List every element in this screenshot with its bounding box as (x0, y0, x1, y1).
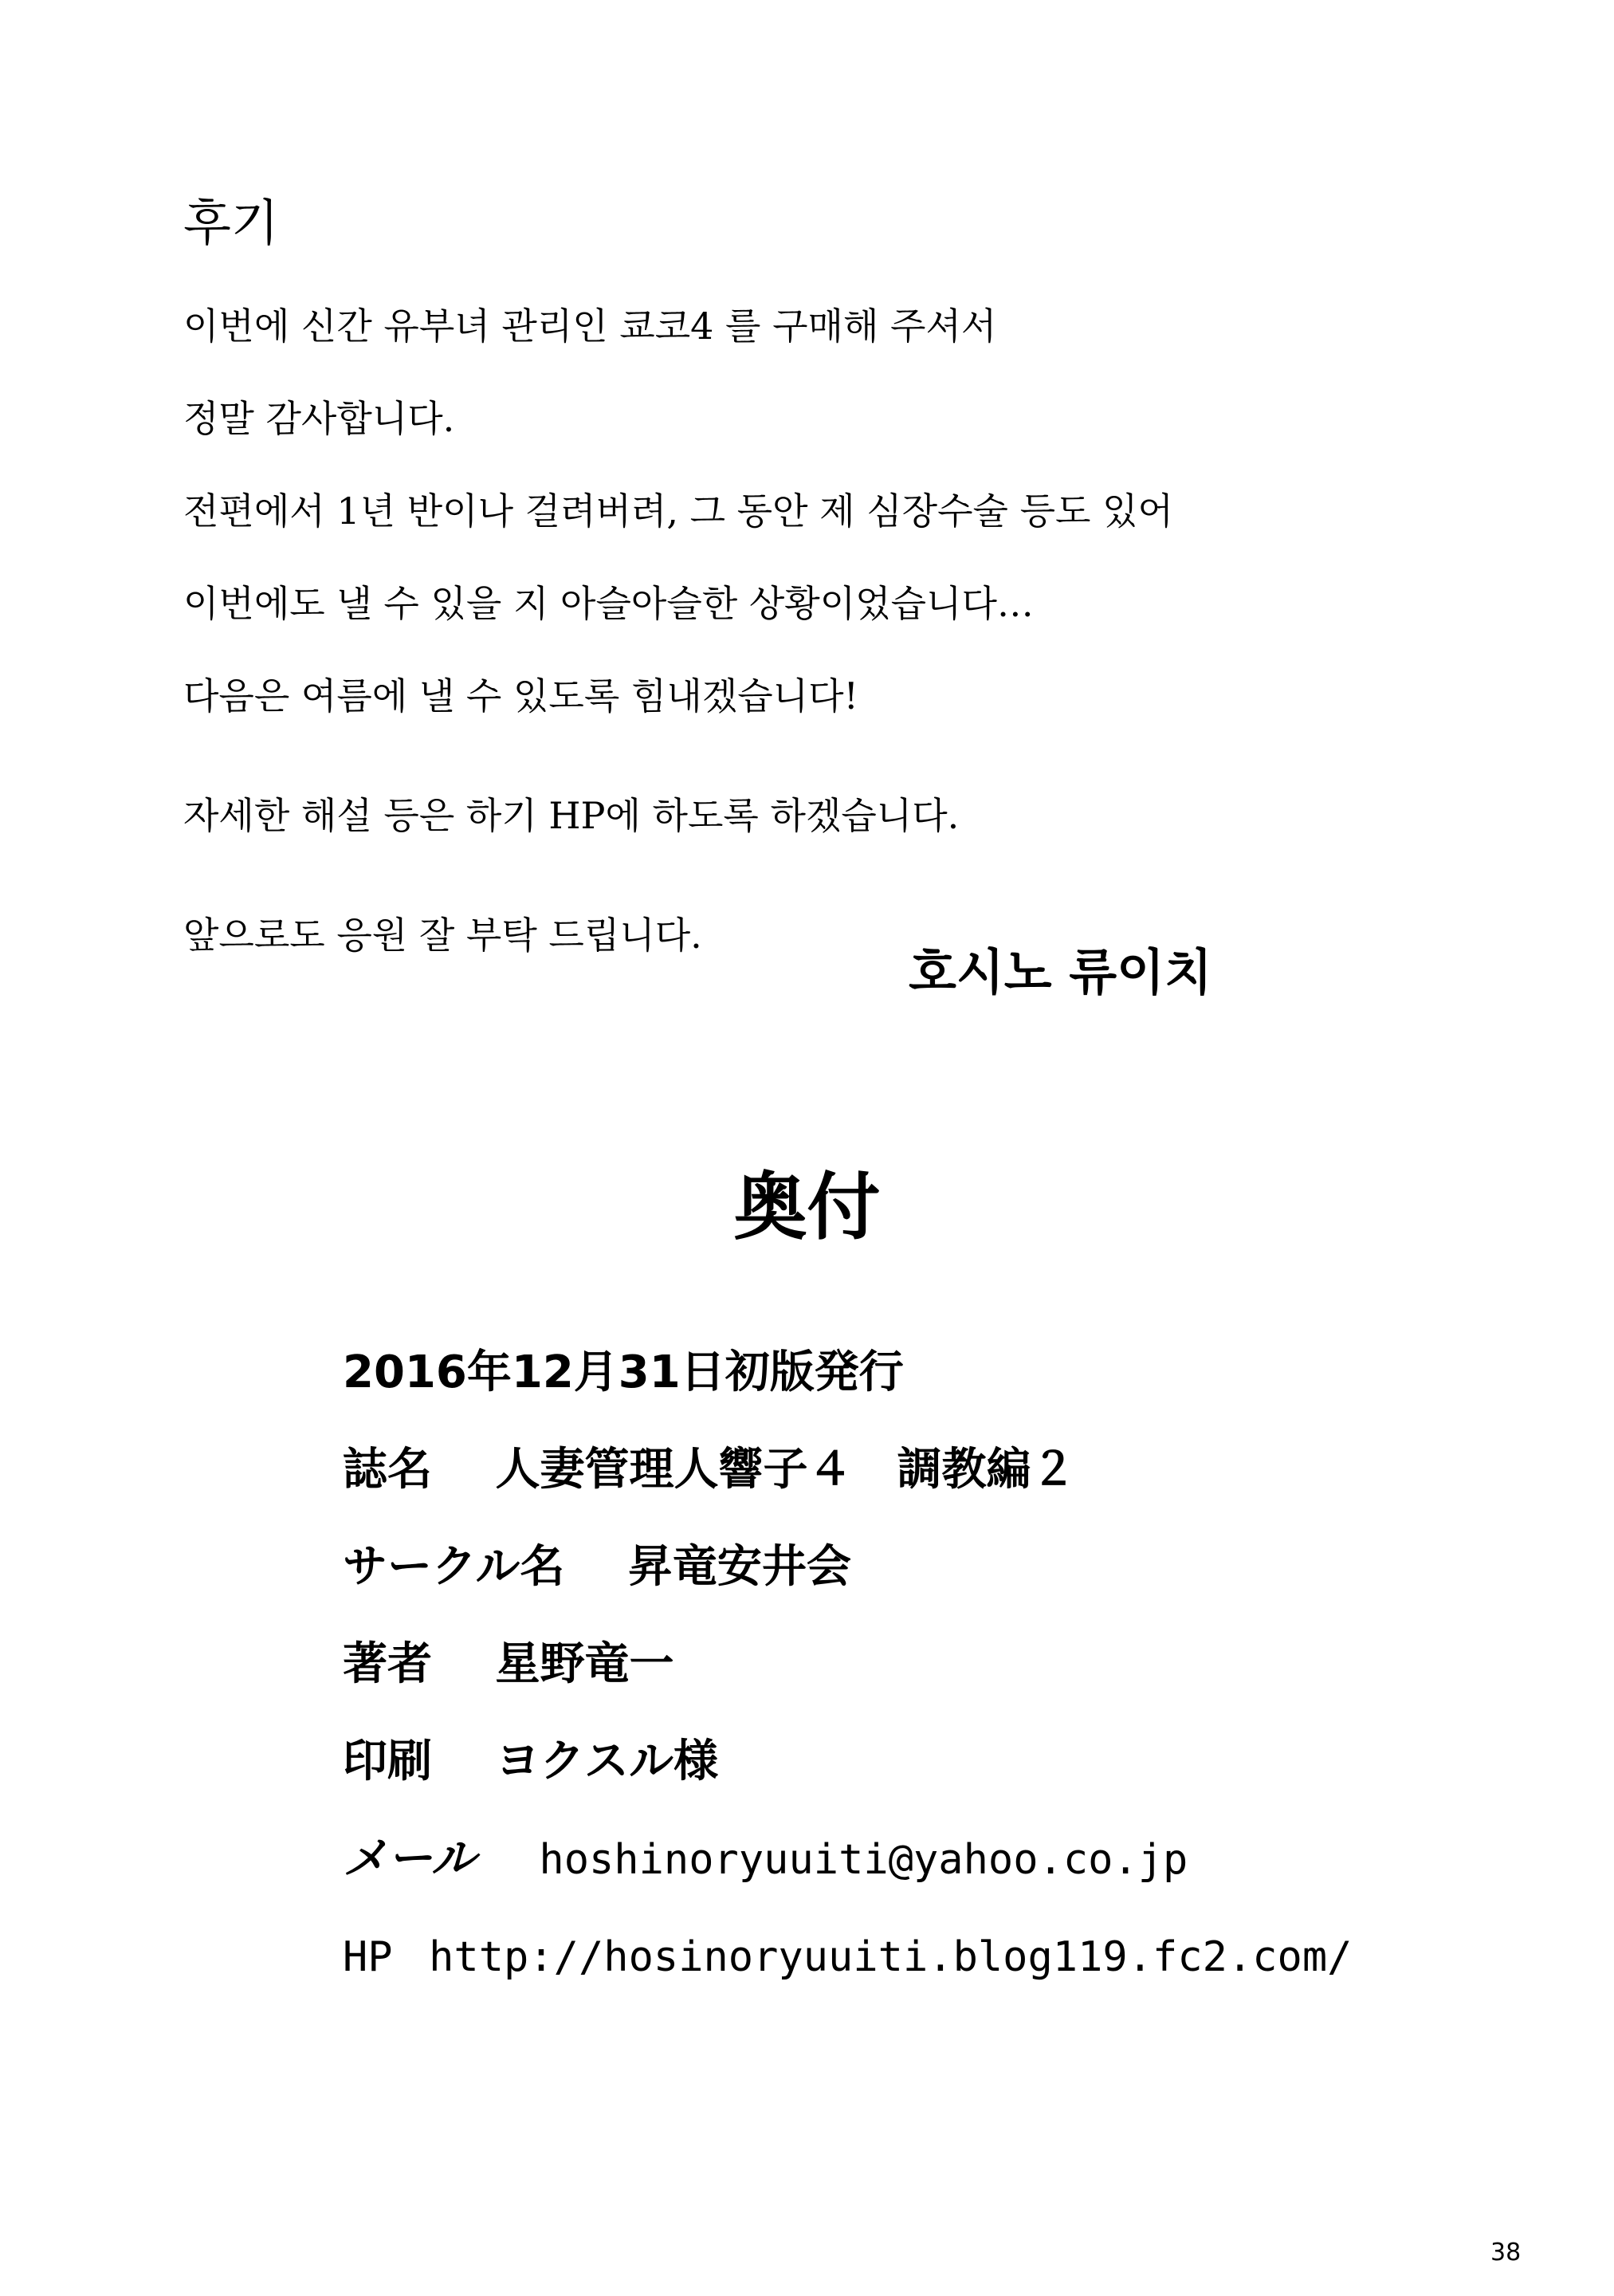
book-title-label: 誌名 (343, 1444, 432, 1496)
afterword-title: 후기 (183, 194, 279, 252)
afterword-paragraph-2 (183, 792, 1459, 839)
colophon-section (343, 1347, 1352, 2028)
afterword-line: 앞으로도 응원 잘 부탁 드립니다. (183, 914, 702, 957)
afterword-paragraph-1 (183, 303, 1459, 719)
printer-row (343, 1736, 1352, 1787)
homepage-label: HP (343, 1933, 393, 1981)
afterword-line: 이번에 신간 유부녀 관리인 쿄코4 를 구매해 주셔서 (183, 305, 997, 348)
printer-label: 印刷 (343, 1736, 432, 1787)
page-number: 38 (1490, 2239, 1522, 2267)
afterword-line: 전편에서 1년 반이나 걸려버려, 그 동안 제 심장수술 등도 있어 (183, 489, 1173, 533)
book-title: 人妻管理人響子４ 調教編２ (495, 1444, 1076, 1496)
circle-label: サークル名 (343, 1541, 565, 1593)
publish-date: 2016年12月31日初版発行 (343, 1347, 904, 1398)
printer-name: ヨクスル様 (495, 1736, 718, 1787)
afterword-line: 다음은 여름에 낼 수 있도록 힘내겠습니다! (183, 674, 859, 718)
colophon-title: 奥付 (733, 1165, 881, 1250)
book-title-row (343, 1445, 1352, 1496)
author-row (343, 1639, 1352, 1690)
afterword-line: 자세한 해설 등은 하기 HP에 하도록 하겠습니다. (183, 794, 960, 837)
afterword-paragraph-3 (183, 912, 1459, 958)
homepage-url: http://hosinoryuuiti.blog119.fc2.com/ (429, 1933, 1353, 1981)
circle-row (343, 1542, 1352, 1593)
homepage-row (343, 1931, 1352, 1982)
circle-name: 昇竜安井会 (627, 1541, 851, 1593)
publish-date-row (343, 1347, 1352, 1398)
mail-address: hoshinoryuuiti@yahoo.co.jp (539, 1836, 1188, 1884)
author-label: 著者 (343, 1638, 432, 1690)
mail-row (343, 1834, 1352, 1885)
afterword-section (183, 191, 1459, 958)
mail-label: メール (343, 1833, 476, 1885)
afterword-line: 정말 감사합니다. (183, 397, 455, 440)
author-name: 星野竜一 (495, 1638, 674, 1690)
afterword-line: 이번에도 낼 수 있을 지 아슬아슬한 상황이었습니다… (183, 582, 1034, 625)
author-signature: 호시노 류이치 (909, 943, 1212, 1001)
